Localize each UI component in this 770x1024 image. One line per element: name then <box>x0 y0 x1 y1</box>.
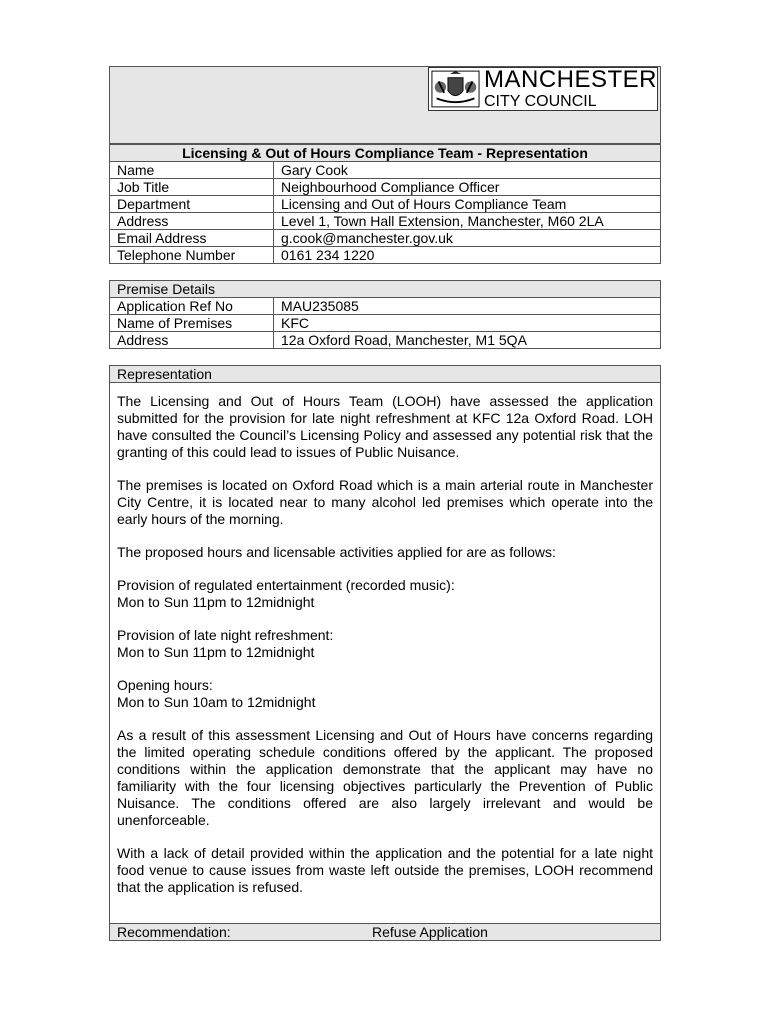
officer-value: Level 1, Town Hall Extension, Manchester, M60 2LA <box>274 213 661 230</box>
premise-value: KFC <box>274 315 661 332</box>
premise-value: 12a Oxford Road, Manchester, M1 5QA <box>274 332 661 349</box>
officer-value: 0161 234 1220 <box>274 247 661 264</box>
opening-title: Opening hours: <box>117 677 213 693</box>
officer-row <box>110 247 661 264</box>
premise-row <box>110 332 661 349</box>
representation-section <box>109 365 661 924</box>
paragraph-assessment: The Licensing and Out of Hours Team (LOOH) have assessed the application submitted for the provision for late night refreshment at KFC 12a Oxford Road. LOH have consulted the Council’s Licensing Policy and assessed any potential risk that the granting of this could lead to issues of Public Nuisance. <box>117 393 653 460</box>
paragraph-location: The premises is located on Oxford Road which is a main arterial route in Manchester City Centre, it is located near to many alcohol led premises which operate into the early hours of the morning. <box>117 477 653 527</box>
paragraph-concerns: As a result of this assessment Licensing and Out of Hours have concerns regarding the limited operating schedule conditions offered by the applicant. The proposed conditions within the application demonstrate that the applicant may have no familiarity with the four licensing objectives particularly the Prevention of Public Nuisance. The conditions offered are also largely irrelevant and would be unenforceable. <box>117 727 653 828</box>
recommendation-value: Refuse Application <box>372 924 488 940</box>
document-header <box>109 66 661 144</box>
premise-heading: Premise Details <box>110 281 661 298</box>
opening-value: Mon to Sun 10am to 12midnight <box>117 694 316 710</box>
premise-row <box>110 298 661 315</box>
officer-value: Neighbourhood Compliance Officer <box>274 179 661 196</box>
logo-line-2: CITY COUNCIL <box>483 93 597 110</box>
opening-hours <box>117 677 653 711</box>
officer-label: Job Title <box>110 179 274 196</box>
officer-label: Address <box>110 213 274 230</box>
officer-row <box>110 213 661 230</box>
premise-table <box>109 280 661 349</box>
council-logo <box>428 67 658 111</box>
officer-row <box>110 196 661 213</box>
officer-table <box>109 144 661 264</box>
entertainment-title: Provision of regulated entertainment (recorded music): <box>117 577 455 593</box>
officer-row <box>110 179 661 196</box>
council-crest-icon <box>431 69 480 109</box>
officer-label: Telephone Number <box>110 247 274 264</box>
refreshment-title: Provision of late night refreshment: <box>117 627 334 643</box>
representation-body <box>110 383 660 923</box>
premise-label: Application Ref No <box>110 298 274 315</box>
premise-label: Name of Premises <box>110 315 274 332</box>
paragraph-recommend: With a lack of detail provided within the application and the potential for a late night food venue to cause issues from waste left outside the premises, LOOH recommend that the application is refused. <box>117 845 653 895</box>
officer-value: Licensing and Out of Hours Compliance Team <box>274 196 661 213</box>
recommendation-row <box>109 924 661 941</box>
entertainment-hours <box>117 577 653 611</box>
representation-heading: Representation <box>110 366 660 383</box>
paragraph-hours-intro: The proposed hours and licensable activities applied for are as follows: <box>117 544 556 560</box>
refreshment-value: Mon to Sun 11pm to 12midnight <box>117 644 315 660</box>
premise-value: MAU235085 <box>274 298 661 315</box>
logo-line-1: MANCHESTER <box>483 66 657 93</box>
officer-label: Department <box>110 196 274 213</box>
officer-row <box>110 230 661 247</box>
document-title: Licensing & Out of Hours Compliance Team - Representation <box>110 145 661 162</box>
officer-value: g.cook@manchester.gov.uk <box>274 230 661 247</box>
recommendation-label: Recommendation: <box>117 924 231 940</box>
premise-label: Address <box>110 332 274 349</box>
officer-label: Name <box>110 162 274 179</box>
refreshment-hours <box>117 627 653 661</box>
officer-label: Email Address <box>110 230 274 247</box>
representation-document <box>109 66 661 941</box>
premise-row <box>110 315 661 332</box>
officer-value: Gary Cook <box>274 162 661 179</box>
officer-row <box>110 162 661 179</box>
entertainment-value: Mon to Sun 11pm to 12midnight <box>117 594 315 610</box>
